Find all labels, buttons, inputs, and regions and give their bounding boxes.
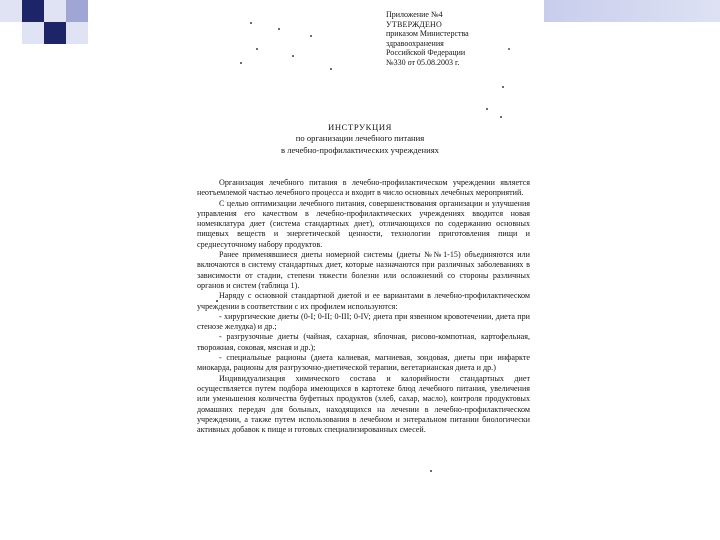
- scan-speck: [278, 28, 280, 30]
- deco-square: [66, 0, 88, 22]
- document-title: [180, 122, 540, 156]
- scan-speck: [292, 55, 294, 57]
- approval-line: Российской Федерации: [386, 48, 466, 58]
- approval-line: УТВЕРЖДЕНО: [386, 19, 443, 29]
- deco-square: [66, 22, 88, 44]
- deco-square: [0, 22, 22, 44]
- list-item: - специальные рационы (диета калиевая, магниевая, зондовая, диеты при инфаркте миокарда, рационы для разгрузочно-диетической терапии, вегетарианская диета и др.): [197, 353, 530, 373]
- deco-square: [44, 0, 66, 22]
- deco-bar-right: [544, 0, 720, 22]
- title-sub: по организации лечебного питания: [295, 133, 425, 144]
- deco-square: [22, 0, 44, 22]
- scanned-document-page: [180, 0, 540, 540]
- scan-speck: [430, 470, 432, 472]
- scan-speck: [500, 116, 502, 118]
- approval-line: №330 от 05.08.2003 г.: [386, 57, 460, 67]
- approval-line: Приложение №4: [386, 10, 443, 19]
- title-sub: в лечебно-профилактических учреждениях: [281, 144, 439, 155]
- deco-square: [0, 0, 22, 22]
- deco-bar-right-lower: [548, 22, 720, 44]
- scan-speck: [310, 35, 312, 37]
- paragraph: Наряду с основной стандартной диетой и ее вариантами в лечебно-профилактическом учреждении в соответствии с их профилем используются:: [197, 291, 530, 311]
- approval-line: приказом Министерства: [386, 29, 469, 39]
- scan-speck: [508, 48, 510, 50]
- scan-speck: [250, 22, 252, 24]
- paragraph: Организация лечебного питания в лечебно-профилактическом учреждении является неотъемлемой частью лечебного процесса и входит в число основных лечебных мероприятий.: [197, 178, 530, 198]
- scan-speck: [330, 68, 332, 70]
- title-main: ИНСТРУКЦИЯ: [328, 122, 392, 132]
- scan-speck: [216, 300, 218, 302]
- approval-stamp-block: [386, 10, 531, 68]
- paragraph: Ранее применявшиеся диеты номерной системы (диеты №№1-15) объединяются или включаются в систему стандартных диет, которые назначаются при различных заболеваниях в зависимости от стадии, степени тяжести болезни или осложнений со стороны различных органов и систем (таблица 1).: [197, 250, 530, 290]
- scan-speck: [256, 48, 258, 50]
- scan-speck: [486, 108, 488, 110]
- document-body: [197, 178, 530, 435]
- list-item: - разгрузочные диеты (чайная, сахарная, яблочная, рисово-компотная, картофельная, творожная, соковая, мясная и др.);: [197, 332, 530, 352]
- scan-speck: [240, 62, 242, 64]
- deco-square: [22, 22, 44, 44]
- paragraph: С целью оптимизации лечебного питания, совершенствования организации и улучшения управления его качеством в лечебно-профилактических учреждениях вводится новая номенклатура диет (система стандартных диет), отличающихся по содержанию основных пищевых веществ и энергетической ценности, технологии приготовления пищи и среднесуточному набору продуктов.: [197, 198, 530, 249]
- approval-line: здравоохранения: [386, 38, 444, 48]
- list-item: - хирургические диеты (0-I; 0-II; 0-III; 0-IV; диета при язвенном кровотечении, диета при стенозе желудка) и др.;: [197, 311, 530, 332]
- paragraph: Индивидуализация химического состава и калорийности стандартных диет осуществляется путем подбора имеющихся в картотеке блюд лечебного питания, увеличения или уменьшения количества буфетных продуктов (хлеб, сахар, масло), контроля продуктовых домашних передач для больных, находящихся на лечении в лечебно-профилактическом учреждении, а также путем использования в лечебном и энтеральном питании биологически активных добавок к пище и готовых специализированных смесей.: [197, 373, 530, 435]
- deco-square: [44, 22, 66, 44]
- scan-speck: [502, 86, 504, 88]
